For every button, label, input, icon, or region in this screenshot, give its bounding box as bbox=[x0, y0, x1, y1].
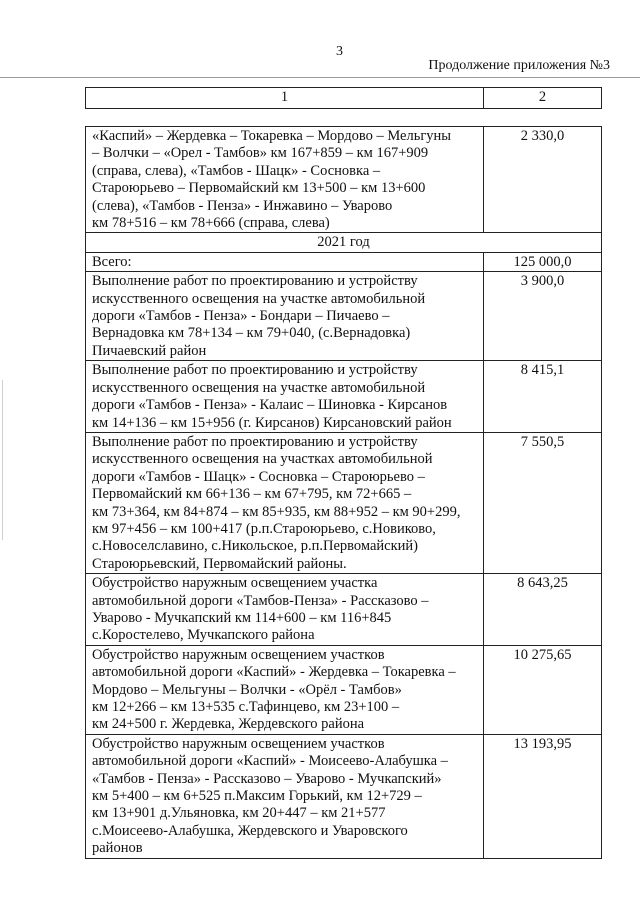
description-line: км 14+136 – км 15+956 (г. Кирсанов) Кирсановский район bbox=[92, 414, 452, 431]
description-line: Выполнение работ по проектированию и устройству bbox=[92, 433, 418, 450]
description-line: (слева), «Тамбов - Пенза» - Инжавино – Уварово bbox=[92, 197, 393, 214]
description-line: Пичаевский район bbox=[92, 342, 207, 359]
work-description bbox=[86, 734, 484, 858]
description-line: Вернадовка км 78+134 – км 79+040, (с.Вернадовка) bbox=[92, 325, 411, 342]
work-description bbox=[86, 574, 484, 646]
description-line: Обустройство наружным освещением участка bbox=[92, 575, 378, 592]
work-description bbox=[86, 127, 484, 233]
amount-value: 3 900,0 bbox=[484, 272, 602, 361]
description-line: – Волчки – «Орел - Тамбов» км 167+859 – км 167+909 bbox=[92, 145, 429, 162]
description-line: автомобильной дороги «Тамбов-Пенза» - Рассказово – bbox=[92, 592, 429, 609]
table-spacer-row bbox=[86, 109, 602, 127]
description-line: Староюрьево – Первомайский км 13+500 – км 13+600 bbox=[92, 180, 426, 197]
description-line: искусственного освещения на участке автомобильной bbox=[92, 379, 426, 396]
total-label: Всего: bbox=[86, 252, 484, 271]
amount-value: 8 643,25 bbox=[484, 574, 602, 646]
description-line: Уварово - Мучкапский км 114+600 – км 116+845 bbox=[92, 609, 392, 626]
appendix-table-body bbox=[86, 88, 602, 859]
description-line: искусственного освещения на участках автомобильной bbox=[92, 451, 433, 468]
description-line: км 97+456 – км 100+417 (р.п.Староюрьево, с.Новиково, bbox=[92, 520, 436, 537]
description-line: дороги «Тамбов - Шацк» - Сосновка – Староюрьево – bbox=[92, 468, 425, 485]
description-line: дороги «Тамбов - Пенза» - Бондари – Пичаево – bbox=[92, 308, 390, 325]
table-row bbox=[86, 574, 602, 646]
spacer-cell bbox=[86, 109, 484, 127]
page-number: 3 bbox=[336, 44, 343, 59]
column-header-2: 2 bbox=[484, 88, 602, 109]
work-description bbox=[86, 272, 484, 361]
description-line: км 12+266 – км 13+535 с.Тафинцево, км 23+100 – bbox=[92, 699, 400, 715]
description-line: дороги «Тамбов - Пенза» - Калаис – Шиновка - Кирсанов bbox=[92, 397, 448, 414]
description-line: Обустройство наружным освещением участков bbox=[92, 735, 385, 752]
table-row bbox=[86, 645, 602, 734]
description-line: км 78+516 – км 78+666 (справа, слева) bbox=[92, 215, 330, 232]
header-divider bbox=[0, 77, 640, 78]
description-line: «Тамбов - Пенза» - Рассказово – Уварово - Мучкапский» bbox=[92, 770, 442, 787]
work-description bbox=[86, 645, 484, 734]
description-line: искусственного освещения на участке автомобильной bbox=[92, 290, 426, 307]
description-line: Обустройство наружным освещением участков bbox=[92, 646, 385, 663]
amount-value: 13 193,95 bbox=[484, 734, 602, 858]
amount-value: 125 000,0 bbox=[484, 252, 602, 271]
table-row bbox=[86, 361, 602, 433]
total-row bbox=[86, 252, 602, 271]
description-line: с.Новоселславино, с.Никольское, р.п.Первомайский) bbox=[92, 538, 419, 555]
description-line: Выполнение работ по проектированию и устройству bbox=[92, 362, 418, 379]
table-header-row bbox=[86, 88, 602, 109]
description-line: с.Моисеево-Алабушка, Жердевского и Уваровского bbox=[92, 822, 408, 839]
description-line: км 73+364, км 84+874 – км 85+935, км 88+952 – км 90+299, bbox=[92, 503, 461, 520]
description-line: районов bbox=[92, 840, 143, 857]
description-line: км 5+400 – км 6+525 п.Максим Горький, км 12+729 – bbox=[92, 788, 422, 805]
amount-value: 2 330,0 bbox=[484, 127, 602, 233]
work-description bbox=[86, 432, 484, 573]
table-row bbox=[86, 272, 602, 361]
work-description bbox=[86, 361, 484, 433]
table-row bbox=[86, 734, 602, 858]
year-section-row bbox=[86, 233, 602, 252]
amount-value: 10 275,65 bbox=[484, 645, 602, 734]
description-line: км 13+901 д.Ульяновка, км 20+447 – км 21+577 bbox=[92, 805, 386, 822]
amount-value: 7 550,5 bbox=[484, 432, 602, 573]
year-label: 2021 год bbox=[86, 233, 602, 252]
description-line: Мордово – Мельгуны – Волчки - «Орёл - Тамбов» bbox=[92, 681, 402, 698]
description-line: км 24+500 г. Жердевка, Жердевского района bbox=[92, 716, 365, 733]
description-line: (справа, слева), «Тамбов - Шацк» - Сосновка – bbox=[92, 162, 381, 179]
description-line: Староюрьевский, Первомайский районы. bbox=[92, 555, 347, 572]
description-line: с.Коростелево, Мучкапского района bbox=[92, 627, 315, 644]
spacer-cell bbox=[484, 109, 602, 127]
description-line: «Каспий» – Жердевка – Токаревка – Мордово – Мельгуны bbox=[92, 128, 452, 144]
scan-margin-mark bbox=[2, 380, 3, 540]
table-row bbox=[86, 432, 602, 573]
description-line: автомобильной дороги «Каспий» - Жердевка – Токаревка – bbox=[92, 664, 456, 681]
amount-value: 8 415,1 bbox=[484, 361, 602, 433]
table-row bbox=[86, 127, 602, 233]
description-line: автомобильной дороги «Каспий» - Моисеево-Алабушка – bbox=[92, 753, 448, 770]
description-line: Выполнение работ по проектированию и устройству bbox=[92, 273, 418, 290]
continuation-title: Продолжение приложения №3 bbox=[428, 58, 610, 73]
column-header-1: 1 bbox=[86, 88, 484, 109]
appendix-table bbox=[85, 87, 602, 859]
description-line: Первомайский км 66+136 – км 67+795, км 72+665 – bbox=[92, 486, 412, 503]
